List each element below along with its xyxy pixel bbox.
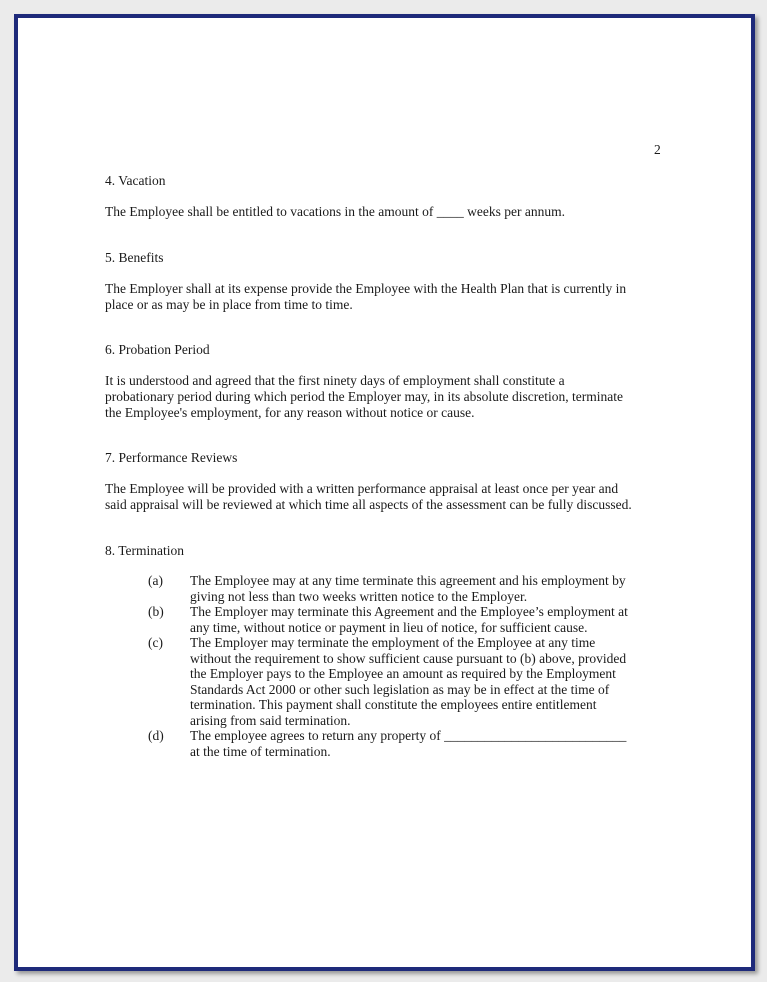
list-item-label: (b) (148, 604, 164, 619)
list-item-label: (d) (148, 728, 164, 743)
list-item-text (190, 573, 670, 604)
text-line: arising from said termination. (190, 712, 351, 728)
text-line: Standards Act 2000 or other such legislation as may be in effect at the time of (190, 681, 610, 697)
text-line: termination. This payment shall constitute the employees entire entitlement (190, 697, 597, 713)
text-line: The Employee will be provided with a written performance appraisal at least once per year and (105, 481, 619, 496)
text-line: The Employer may terminate the employment of the Employee at any time (190, 635, 596, 650)
section-heading-termination: 8. Termination (105, 543, 185, 558)
section-body-performance-reviews (105, 481, 675, 513)
text-line: The Employee shall be entitled to vacations in the amount of ____ weeks per annum. (105, 204, 566, 219)
text-line: at the time of termination. (190, 743, 331, 759)
text-line: without the requirement to show sufficient cause pursuant to (b) above, provided (190, 650, 627, 666)
section-body-probation (105, 373, 675, 421)
text-line: place or as may be in place from time to time. (105, 297, 353, 312)
list-item-label: (a) (148, 573, 163, 588)
list-item-text (190, 604, 670, 635)
text-line: The employee agrees to return any property of ___________________________ (190, 728, 627, 743)
document-page (14, 14, 755, 971)
section-body-benefits (105, 281, 675, 313)
page-number: 2 (654, 142, 661, 157)
text-line: the Employer pays to the Employee an amount as required by the Employment (190, 666, 616, 682)
section-body-vacation (105, 204, 675, 220)
list-item-text (190, 728, 670, 759)
section-heading-probation: 6. Probation Period (105, 342, 210, 357)
section-heading-performance-reviews: 7. Performance Reviews (105, 450, 238, 465)
text-line: The Employer shall at its expense provide the Employee with the Health Plan that is currently in (105, 281, 627, 296)
text-line: It is understood and agreed that the first ninety days of employment shall constitute a (105, 373, 565, 388)
section-heading-benefits: 5. Benefits (105, 250, 164, 265)
text-line: probationary period during which period the Employer may, in its absolute discretion, terminate (105, 389, 623, 404)
text-line: The Employer may terminate this Agreement and the Employee’s employment at (190, 604, 628, 619)
text-line: giving not less than two weeks written notice to the Employer. (190, 588, 528, 604)
list-item-label: (c) (148, 635, 163, 650)
section-heading-vacation: 4. Vacation (105, 173, 166, 188)
text-line: the Employee's employment, for any reason without notice or cause. (105, 405, 475, 420)
text-line: any time, without notice or payment in lieu of notice, for sufficient cause. (190, 619, 588, 635)
list-item-text (190, 635, 670, 729)
text-line: The Employee may at any time terminate this agreement and his employment by (190, 573, 626, 588)
text-line: said appraisal will be reviewed at which time all aspects of the assessment can be fully discussed. (105, 497, 632, 512)
